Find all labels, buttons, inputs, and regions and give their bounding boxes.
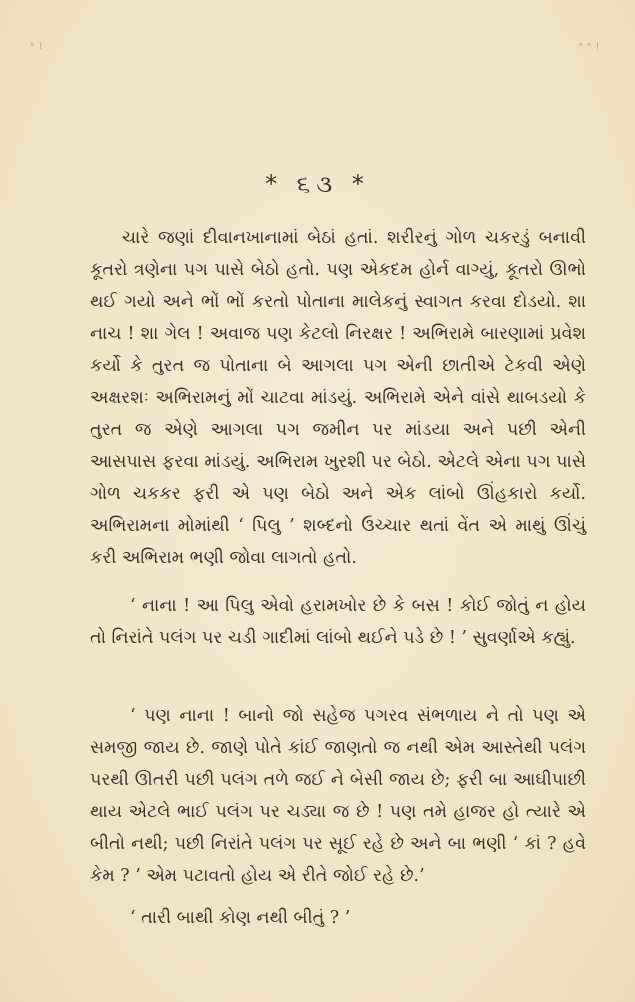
paragraph-3: ‘ પણ નાના ! બાનો જો સહેજ પગરવ સંભળાય ને તો પણ એ સમજી જાય છે. જાણે પોતે કાંઈ જાણતો જ નથી એમ આસ્તેથી પલંગ પરથી ઊતરી પછી પલંગ તળે જઈ ને બેસી જાય છે; ફરી બા આઘીપાછી થાય એટલે ભાઈ પલંગ પર ચડ્યા જ છે ! પણ તમે હાજર હો ત્યારે એ બીતો નથી; પછી નિરાંતે પલંગ પર સૂઈ રહે છે અને બા ભણી ‘ કાં ? હવે કેમ ? ’ એમ પટાવતો હોય એ રીતે જોઈ રહે છે.’ (90, 706, 586, 886)
corner-mark-right: ॰ ॰ । (578, 39, 599, 52)
body-text (90, 222, 586, 586)
corner-mark-left: ॰ । (30, 39, 43, 52)
chapter-heading: * ૬૩ * (265, 170, 370, 198)
paragraph-1: ચારે જણાં દીવાનખાનામાં બેઠાં હતાં. શરીરનું ગોળ ચકરડું બનાવી કૂતરો ત્રણેના પગ પાસે બેઠો હતો. પણ એકદમ હોર્ન વાગ્યું, કૂતરો ઊભો થઈ ગયો અને ભોં ભોં કરતો પોતાના માલેકનું સ્વાગત કરવા દોડયો. શા નાચ ! શા ગેલ ! અવાજ પણ કેટલો નિરક્ષર ! અભિરામે બારણામાં પ્રવેશ કર્યો કે તુરત જ પોતાના બે આગલા પગ એની છાતીએ ટેકવી એણે અક્ષરશઃ અભિરામનું મોં ચાટવા માંડયું. અભિરામે એને વાંસે થાબડયો કે તુરત જ એણે આગલા પગ જમીન પર માંડયા અને પછી એની આસપાસ ફરવા માંડયું. અભિરામ ખુરશી પર બેઠો. એટલે એના પગ પાસે ગોળ ચકકર ફરી એ પણ બેઠો અને એક લાંબો ઊંહકારો કર્યો. અભિરામના મોમાંથી ‘ પિલુ ’ શબ્દનો ઉચ્ચાર થતાં વેંત એ માથું ઊંચું કરી અભિરામ ભણી જોવા લાગતો હતો. (90, 228, 586, 568)
body-text-3 (90, 700, 586, 904)
body-text-4 (90, 902, 586, 946)
paragraph-4: ‘ તારી બાથી કોણ નથી બીતું ? ’ (130, 908, 351, 928)
paragraph-2: ‘ નાના ! આ પિલુ એવો હરામખોર છે કે બસ ! કોઈ જોતું ન હોય તો નિરાંતે પલંગ પર ચડી ગાદીમાં લાંબો થઈને પડે છે ! ’ સુવર્ણાએ કહ્યું. (90, 596, 586, 648)
body-text-2 (90, 590, 586, 666)
